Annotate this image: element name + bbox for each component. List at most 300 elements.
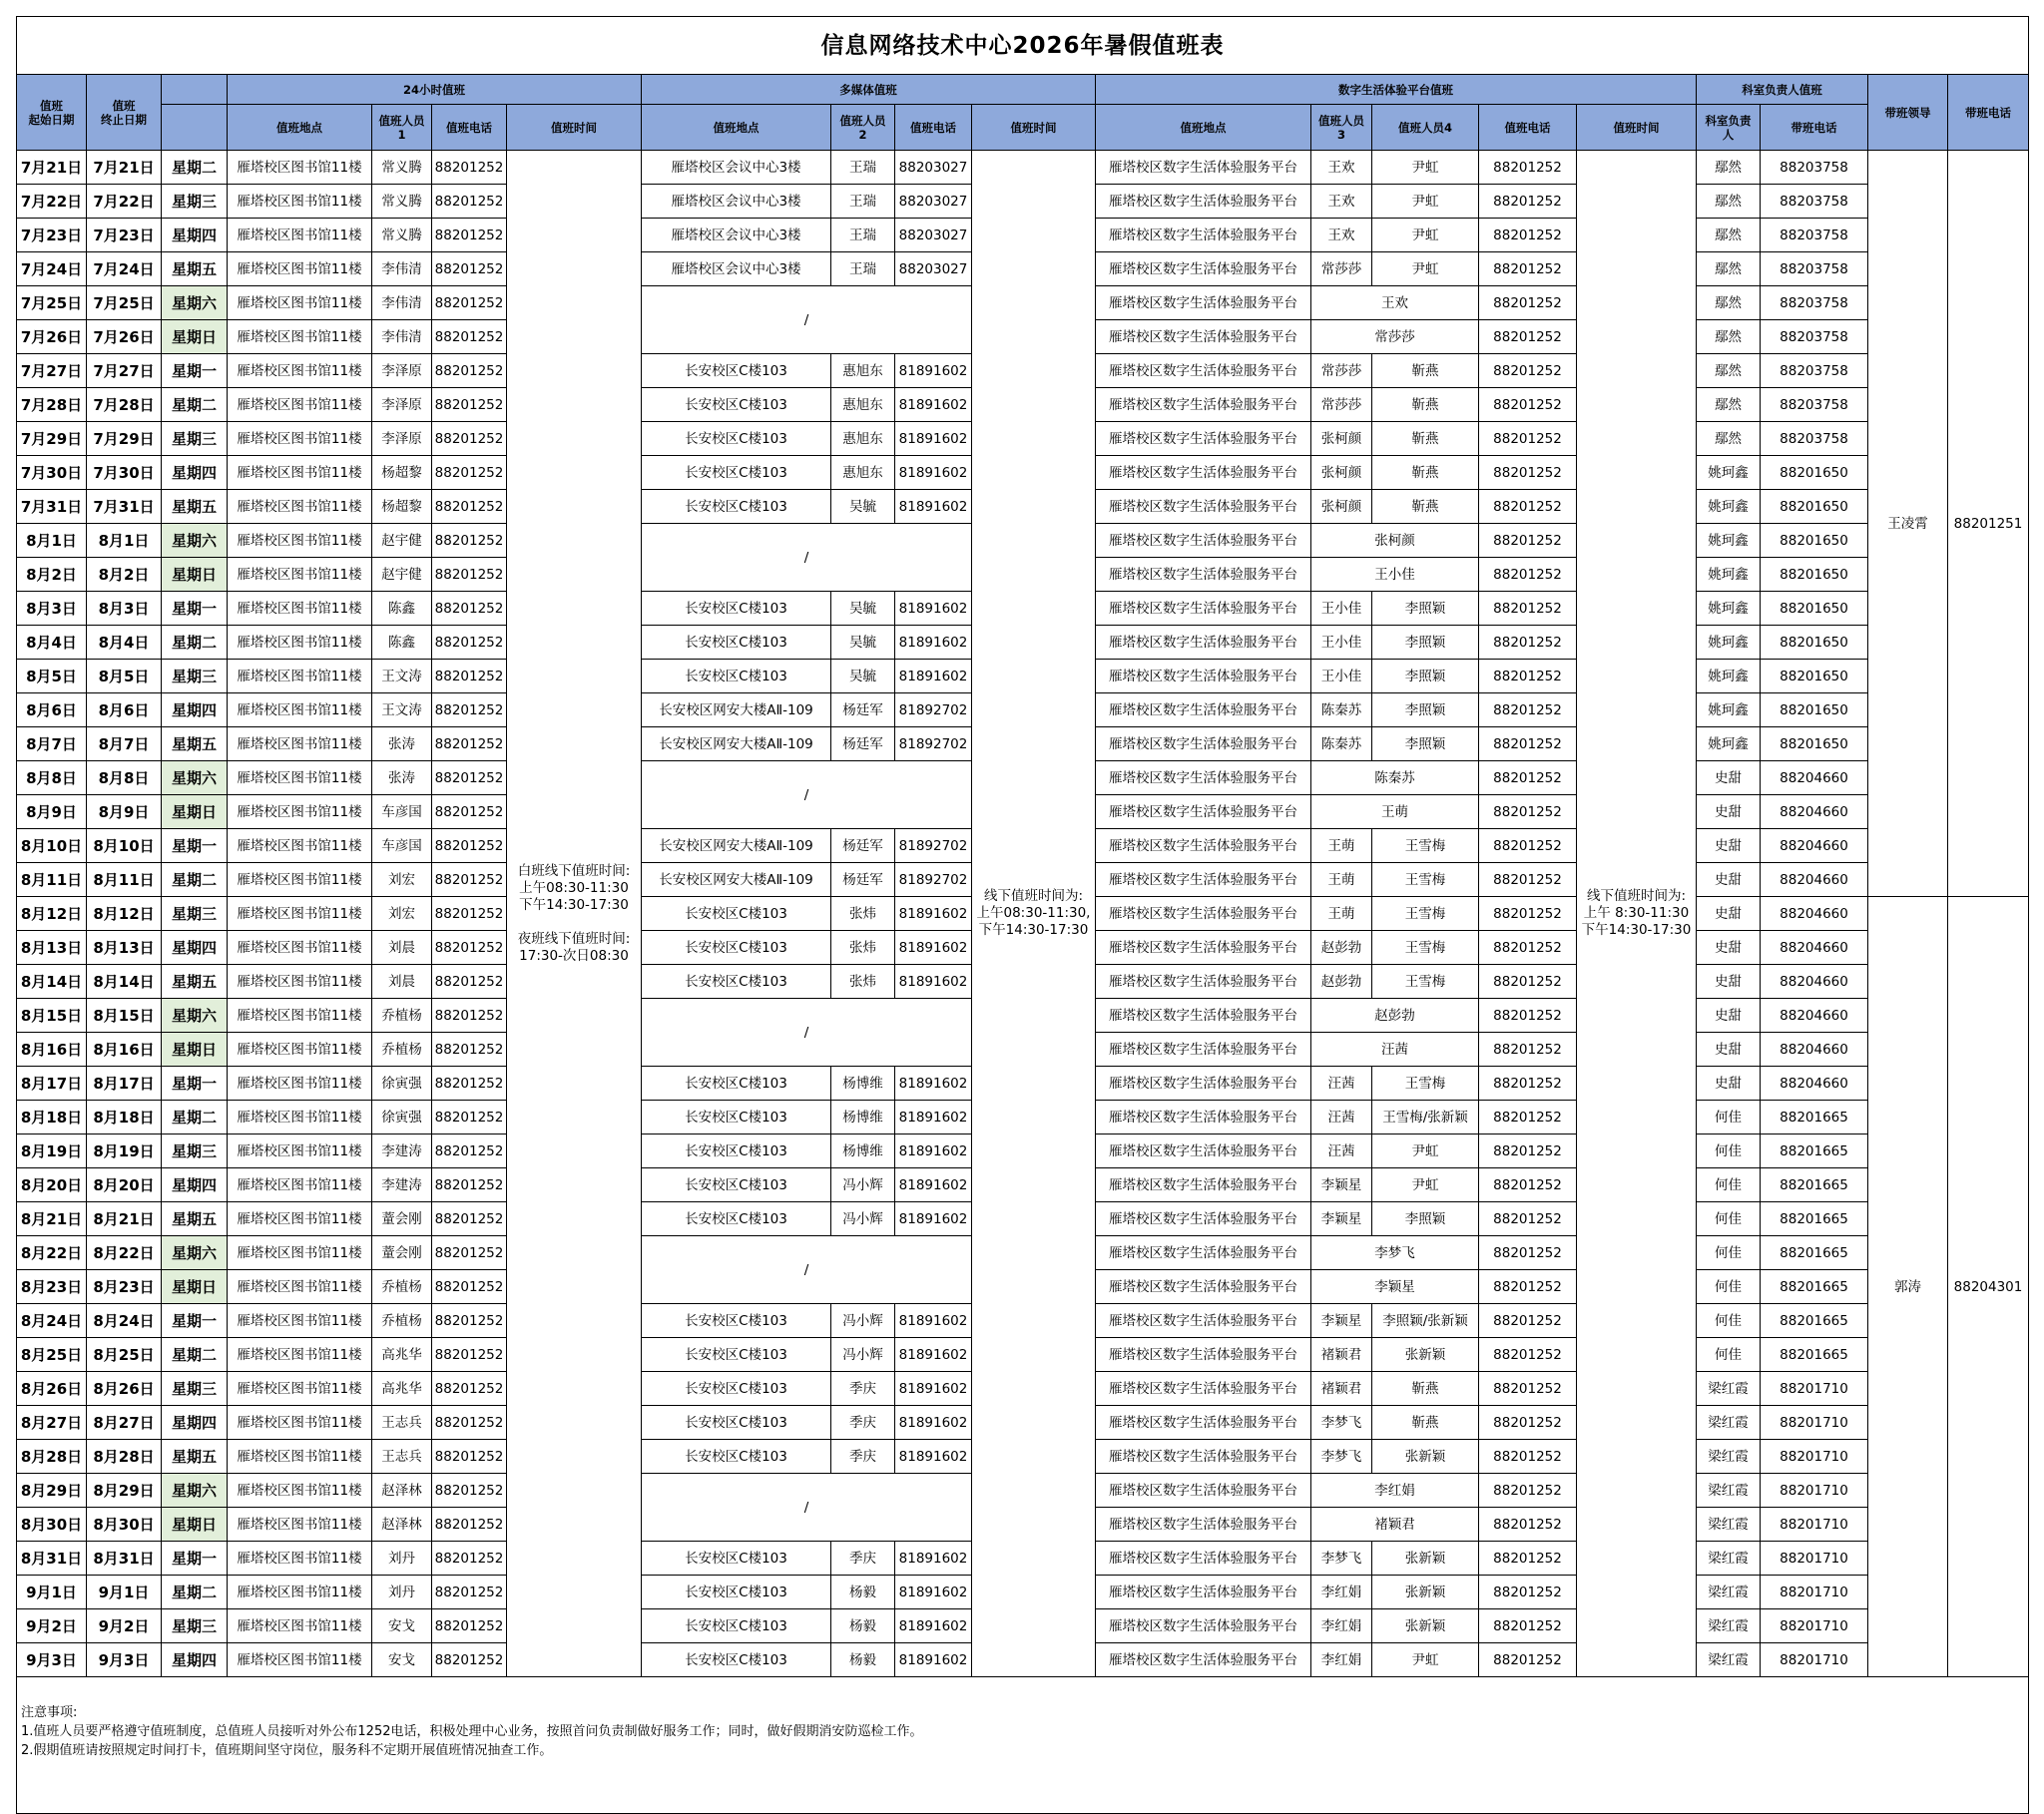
person1-cell: 赵泽林 <box>372 1508 432 1542</box>
person2-cell: 杨廷军 <box>831 727 895 761</box>
weekday-cell: 星期二 <box>162 626 228 660</box>
phone-24h-cell: 88201252 <box>432 1372 507 1406</box>
end-date-cell: 8月15日 <box>87 999 162 1033</box>
end-date-cell: 8月29日 <box>87 1474 162 1508</box>
person2-cell: 冯小辉 <box>831 1338 895 1372</box>
location-multimedia-cell: 长安校区C楼103 <box>642 1542 831 1576</box>
lead-person-cell: 何佳 <box>1697 1168 1761 1202</box>
location-24h-cell: 雁塔校区图书馆11楼 <box>228 354 372 388</box>
location-digital-cell: 雁塔校区数字生活体验服务平台 <box>1096 660 1311 693</box>
person3-cell: 李梦飞 <box>1311 1440 1372 1474</box>
location-digital-cell: 雁塔校区数字生活体验服务平台 <box>1096 286 1311 320</box>
lead-person-cell: 史甜 <box>1697 1067 1761 1101</box>
start-date-cell: 8月13日 <box>17 931 87 965</box>
start-date-cell: 8月3日 <box>17 592 87 626</box>
location-24h-cell: 雁塔校区图书馆11楼 <box>228 320 372 354</box>
end-date-cell: 8月3日 <box>87 592 162 626</box>
phone-24h-cell: 88201252 <box>432 151 507 185</box>
person2-cell: 冯小辉 <box>831 1304 895 1338</box>
phone-digital-cell: 88201252 <box>1479 1134 1577 1168</box>
start-date-cell: 9月3日 <box>17 1643 87 1677</box>
phone-multimedia-cell: 81891602 <box>895 897 972 931</box>
location-24h-cell: 雁塔校区图书馆11楼 <box>228 252 372 286</box>
start-date-cell: 8月28日 <box>17 1440 87 1474</box>
location-digital-cell: 雁塔校区数字生活体验服务平台 <box>1096 1236 1311 1270</box>
phone-24h-cell: 88201252 <box>432 422 507 456</box>
phone-multimedia-cell: 81891602 <box>895 1101 972 1134</box>
person34-merged-cell: 陈秦苏 <box>1311 761 1479 795</box>
location-24h-cell: 雁塔校区图书馆11楼 <box>228 1270 372 1304</box>
location-digital-cell: 雁塔校区数字生活体验服务平台 <box>1096 727 1311 761</box>
person4-cell: 靳燕 <box>1372 388 1479 422</box>
person1-cell: 杨超黎 <box>372 490 432 524</box>
lead-person-cell: 史甜 <box>1697 863 1761 897</box>
phone-digital-cell: 88201252 <box>1479 863 1577 897</box>
weekday-cell: 星期五 <box>162 727 228 761</box>
location-digital-cell: 雁塔校区数字生活体验服务平台 <box>1096 592 1311 626</box>
end-date-cell: 9月3日 <box>87 1643 162 1677</box>
start-date-cell: 8月14日 <box>17 965 87 999</box>
weekday-cell: 星期二 <box>162 151 228 185</box>
person1-cell: 刘丹 <box>372 1576 432 1609</box>
weekday-cell: 星期四 <box>162 1406 228 1440</box>
weekday-cell: 星期二 <box>162 388 228 422</box>
person2-cell: 杨毅 <box>831 1609 895 1643</box>
phone-digital-cell: 88201252 <box>1479 524 1577 558</box>
person1-cell: 李伟清 <box>372 252 432 286</box>
person1-cell: 乔植杨 <box>372 999 432 1033</box>
lead-person-cell: 姚珂鑫 <box>1697 456 1761 490</box>
lead-person-cell: 鄢然 <box>1697 252 1761 286</box>
person4-cell: 尹虹 <box>1372 151 1479 185</box>
person1-cell: 张涛 <box>372 761 432 795</box>
location-24h-cell: 雁塔校区图书馆11楼 <box>228 965 372 999</box>
end-date-cell: 8月6日 <box>87 693 162 727</box>
person1-cell: 常义腾 <box>372 185 432 219</box>
person3-cell: 张柯颜 <box>1311 422 1372 456</box>
weekday-cell: 星期三 <box>162 1134 228 1168</box>
location-24h-cell: 雁塔校区图书馆11楼 <box>228 219 372 252</box>
person2-cell: 杨博维 <box>831 1067 895 1101</box>
location-digital-cell: 雁塔校区数字生活体验服务平台 <box>1096 1168 1311 1202</box>
person4-cell: 尹虹 <box>1372 252 1479 286</box>
location-multimedia-cell: 长安校区C楼103 <box>642 490 831 524</box>
weekday-cell: 星期三 <box>162 422 228 456</box>
lead-phone-cell: 88201650 <box>1761 727 1868 761</box>
weekday-cell: 星期二 <box>162 1576 228 1609</box>
phone-multimedia-cell: 81891602 <box>895 1134 972 1168</box>
phone-digital-cell: 88201252 <box>1479 1338 1577 1372</box>
lead-person-cell: 史甜 <box>1697 931 1761 965</box>
weekday-cell: 星期三 <box>162 660 228 693</box>
lead-phone-cell: 88204660 <box>1761 863 1868 897</box>
start-date-cell: 8月22日 <box>17 1236 87 1270</box>
phone-multimedia-cell: 81891602 <box>895 490 972 524</box>
weekday-cell: 星期四 <box>162 1643 228 1677</box>
phone-digital-cell: 88201252 <box>1479 829 1577 863</box>
shift-time-24h: 白班线下值班时间: 上午08:30-11:30 下午14:30-17:30 夜班线下值班时间: 17:30-次日08:30 <box>507 151 642 1677</box>
location-24h-cell: 雁塔校区图书馆11楼 <box>228 863 372 897</box>
location-multimedia-cell: 长安校区C楼103 <box>642 354 831 388</box>
location-digital-cell: 雁塔校区数字生活体验服务平台 <box>1096 1338 1311 1372</box>
lead-phone-cell: 88201665 <box>1761 1270 1868 1304</box>
weekday-cell: 星期四 <box>162 1168 228 1202</box>
shift-time-digital: 线下值班时间为: 上午 8:30-11:30 下午14:30-17:30 <box>1577 151 1697 1677</box>
end-date-cell: 8月5日 <box>87 660 162 693</box>
person3-cell: 李梦飞 <box>1311 1406 1372 1440</box>
person4-cell: 王雪梅 <box>1372 863 1479 897</box>
weekday-cell: 星期六 <box>162 999 228 1033</box>
lead-person-cell: 史甜 <box>1697 829 1761 863</box>
lead-phone-cell: 88201710 <box>1761 1372 1868 1406</box>
weekday-cell: 星期日 <box>162 1270 228 1304</box>
location-24h-cell: 雁塔校区图书馆11楼 <box>228 1067 372 1101</box>
location-multimedia-cell: 长安校区C楼103 <box>642 1338 831 1372</box>
start-date-cell: 8月17日 <box>17 1067 87 1101</box>
lead-person-cell: 梁红霞 <box>1697 1474 1761 1508</box>
phone-24h-cell: 88201252 <box>432 185 507 219</box>
person4-cell: 靳燕 <box>1372 1406 1479 1440</box>
lead-phone-cell: 88204660 <box>1761 931 1868 965</box>
header-group-24h: 24小时值班 <box>228 75 642 105</box>
location-24h-cell: 雁塔校区图书馆11楼 <box>228 558 372 592</box>
lead-phone-cell: 88201650 <box>1761 490 1868 524</box>
location-digital-cell: 雁塔校区数字生活体验服务平台 <box>1096 795 1311 829</box>
location-24h-cell: 雁塔校区图书馆11楼 <box>228 1609 372 1643</box>
weekday-cell: 星期日 <box>162 1033 228 1067</box>
person1-cell: 王志兵 <box>372 1406 432 1440</box>
location-digital-cell: 雁塔校区数字生活体验服务平台 <box>1096 219 1311 252</box>
phone-24h-cell: 88201252 <box>432 456 507 490</box>
person1-cell: 陈鑫 <box>372 626 432 660</box>
phone-24h-cell: 88201252 <box>432 558 507 592</box>
person3-cell: 张柯颜 <box>1311 456 1372 490</box>
person34-merged-cell: 张柯颜 <box>1311 524 1479 558</box>
end-date-cell: 8月9日 <box>87 795 162 829</box>
person2-cell: 杨毅 <box>831 1576 895 1609</box>
person4-cell: 靳燕 <box>1372 1372 1479 1406</box>
phone-24h-cell: 88201252 <box>432 1067 507 1101</box>
phone-24h-cell: 88201252 <box>432 1508 507 1542</box>
phone-24h-cell: 88201252 <box>432 897 507 931</box>
location-multimedia-cell: 长安校区C楼103 <box>642 1134 831 1168</box>
phone-24h-cell: 88201252 <box>432 965 507 999</box>
phone-multimedia-cell: 81891602 <box>895 1338 972 1372</box>
phone-24h-cell: 88201252 <box>432 1338 507 1372</box>
location-multimedia-cell: 长安校区C楼103 <box>642 1168 831 1202</box>
person1-cell: 乔植杨 <box>372 1304 432 1338</box>
location-24h-cell: 雁塔校区图书馆11楼 <box>228 185 372 219</box>
location-digital-cell: 雁塔校区数字生活体验服务平台 <box>1096 693 1311 727</box>
person2-cell: 王瑞 <box>831 219 895 252</box>
phone-24h-cell: 88201252 <box>432 1474 507 1508</box>
leader-phone-cell: 88201251 <box>1948 151 2029 897</box>
person34-merged-cell: 褚颖君 <box>1311 1508 1479 1542</box>
lead-phone-cell: 88201650 <box>1761 660 1868 693</box>
person4-cell: 靳燕 <box>1372 354 1479 388</box>
end-date-cell: 7月29日 <box>87 422 162 456</box>
person3-cell: 赵彭勃 <box>1311 931 1372 965</box>
person3-cell: 陈秦苏 <box>1311 693 1372 727</box>
lead-phone-cell: 88201665 <box>1761 1202 1868 1236</box>
start-date-cell: 7月27日 <box>17 354 87 388</box>
location-multimedia-cell: 雁塔校区会议中心3楼 <box>642 185 831 219</box>
lead-phone-cell: 88201665 <box>1761 1236 1868 1270</box>
location-digital-cell: 雁塔校区数字生活体验服务平台 <box>1096 1134 1311 1168</box>
phone-multimedia-cell: 81891602 <box>895 1609 972 1643</box>
location-24h-cell: 雁塔校区图书馆11楼 <box>228 1134 372 1168</box>
header-leader: 带班领导 <box>1868 75 1948 151</box>
end-date-cell: 8月14日 <box>87 965 162 999</box>
lead-person-cell: 鄢然 <box>1697 320 1761 354</box>
person34-merged-cell: 李红娟 <box>1311 1474 1479 1508</box>
end-date-cell: 7月27日 <box>87 354 162 388</box>
weekday-cell: 星期三 <box>162 1609 228 1643</box>
start-date-cell: 7月28日 <box>17 388 87 422</box>
location-24h-cell: 雁塔校区图书馆11楼 <box>228 1542 372 1576</box>
lead-phone-cell: 88203758 <box>1761 252 1868 286</box>
start-date-cell: 9月2日 <box>17 1609 87 1643</box>
phone-multimedia-cell: 81891602 <box>895 592 972 626</box>
weekday-cell: 星期一 <box>162 1067 228 1101</box>
lead-phone-cell: 88201650 <box>1761 456 1868 490</box>
multimedia-none-cell: / <box>642 761 972 829</box>
weekday-cell: 星期日 <box>162 795 228 829</box>
person3-cell: 王小佳 <box>1311 660 1372 693</box>
person1-cell: 李伟清 <box>372 286 432 320</box>
person3-cell: 常莎莎 <box>1311 354 1372 388</box>
weekday-cell: 星期一 <box>162 354 228 388</box>
lead-phone-cell: 88204660 <box>1761 829 1868 863</box>
end-date-cell: 7月24日 <box>87 252 162 286</box>
phone-24h-cell: 88201252 <box>432 1101 507 1134</box>
lead-person-cell: 史甜 <box>1697 965 1761 999</box>
lead-phone-cell: 88201710 <box>1761 1406 1868 1440</box>
person1-cell: 蕫会刚 <box>372 1236 432 1270</box>
header-location-24h: 值班地点 <box>228 105 372 151</box>
note-line: 1.值班人员要严格遵守值班制度，总值班人员接听对外公布1252电话，积极处理中心业务，按照首问负责制做好服务工作；同时，做好假期消安防巡检工作。 <box>21 1724 923 1739</box>
lead-person-cell: 姚珂鑫 <box>1697 660 1761 693</box>
phone-24h-cell: 88201252 <box>432 1440 507 1474</box>
phone-digital-cell: 88201252 <box>1479 727 1577 761</box>
phone-24h-cell: 88201252 <box>432 829 507 863</box>
end-date-cell: 8月17日 <box>87 1067 162 1101</box>
location-digital-cell: 雁塔校区数字生活体验服务平台 <box>1096 1202 1311 1236</box>
lead-phone-cell: 88204660 <box>1761 897 1868 931</box>
note-line: 2.假期值班请按照规定时间打卡，值班期间坚守岗位，服务科不定期开展值班情况抽查工作。 <box>21 1743 553 1758</box>
phone-digital-cell: 88201252 <box>1479 1440 1577 1474</box>
location-digital-cell: 雁塔校区数字生活体验服务平台 <box>1096 388 1311 422</box>
weekday-cell: 星期四 <box>162 456 228 490</box>
phone-24h-cell: 88201252 <box>432 626 507 660</box>
person1-cell: 陈鑫 <box>372 592 432 626</box>
lead-person-cell: 何佳 <box>1697 1270 1761 1304</box>
person4-cell: 李照颖 <box>1372 1202 1479 1236</box>
person3-cell: 王萌 <box>1311 863 1372 897</box>
person2-cell: 季庆 <box>831 1542 895 1576</box>
weekday-cell: 星期一 <box>162 592 228 626</box>
phone-multimedia-cell: 88203027 <box>895 219 972 252</box>
lead-person-cell: 梁红霞 <box>1697 1372 1761 1406</box>
header-person2: 值班人员 2 <box>831 105 895 151</box>
location-24h-cell: 雁塔校区图书馆11楼 <box>228 693 372 727</box>
location-24h-cell: 雁塔校区图书馆11楼 <box>228 1236 372 1270</box>
person3-cell: 常莎莎 <box>1311 252 1372 286</box>
person1-cell: 徐寅强 <box>372 1067 432 1101</box>
location-digital-cell: 雁塔校区数字生活体验服务平台 <box>1096 999 1311 1033</box>
lead-phone-cell: 88204660 <box>1761 795 1868 829</box>
phone-digital-cell: 88201252 <box>1479 456 1577 490</box>
person2-cell: 杨廷军 <box>831 863 895 897</box>
lead-phone-cell: 88203758 <box>1761 320 1868 354</box>
phone-digital-cell: 88201252 <box>1479 1101 1577 1134</box>
location-multimedia-cell: 长安校区C楼103 <box>642 1372 831 1406</box>
person2-cell: 杨毅 <box>831 1643 895 1677</box>
phone-24h-cell: 88201252 <box>432 1304 507 1338</box>
location-multimedia-cell: 长安校区网安大楼AⅡ-109 <box>642 693 831 727</box>
phone-multimedia-cell: 81891602 <box>895 456 972 490</box>
person2-cell: 冯小辉 <box>831 1168 895 1202</box>
location-24h-cell: 雁塔校区图书馆11楼 <box>228 1474 372 1508</box>
person1-cell: 刘晨 <box>372 965 432 999</box>
person1-cell: 杨超黎 <box>372 456 432 490</box>
location-digital-cell: 雁塔校区数字生活体验服务平台 <box>1096 897 1311 931</box>
end-date-cell: 7月22日 <box>87 185 162 219</box>
person4-cell: 王雪梅 <box>1372 829 1479 863</box>
multimedia-none-cell: / <box>642 999 972 1067</box>
start-date-cell: 8月5日 <box>17 660 87 693</box>
location-digital-cell: 雁塔校区数字生活体验服务平台 <box>1096 1270 1311 1304</box>
phone-multimedia-cell: 81891602 <box>895 1576 972 1609</box>
location-digital-cell: 雁塔校区数字生活体验服务平台 <box>1096 1440 1311 1474</box>
phone-multimedia-cell: 81891602 <box>895 1168 972 1202</box>
weekday-cell: 星期五 <box>162 1440 228 1474</box>
end-date-cell: 8月1日 <box>87 524 162 558</box>
person4-cell: 尹虹 <box>1372 1643 1479 1677</box>
location-digital-cell: 雁塔校区数字生活体验服务平台 <box>1096 626 1311 660</box>
phone-24h-cell: 88201252 <box>432 1542 507 1576</box>
start-date-cell: 8月25日 <box>17 1338 87 1372</box>
lead-person-cell: 鄢然 <box>1697 151 1761 185</box>
phone-digital-cell: 88201252 <box>1479 422 1577 456</box>
weekday-cell: 星期六 <box>162 286 228 320</box>
location-multimedia-cell: 长安校区网安大楼AⅡ-109 <box>642 863 831 897</box>
weekday-cell: 星期日 <box>162 320 228 354</box>
person3-cell: 褚颖君 <box>1311 1338 1372 1372</box>
header-group-multimedia: 多媒体值班 <box>642 75 1096 105</box>
phone-digital-cell: 88201252 <box>1479 1609 1577 1643</box>
phone-24h-cell: 88201252 <box>432 1168 507 1202</box>
lead-person-cell: 姚珂鑫 <box>1697 490 1761 524</box>
person1-cell: 李泽原 <box>372 388 432 422</box>
person1-cell: 刘丹 <box>372 1542 432 1576</box>
person3-cell: 王欢 <box>1311 185 1372 219</box>
phone-24h-cell: 88201252 <box>432 761 507 795</box>
lead-person-cell: 何佳 <box>1697 1134 1761 1168</box>
leader-phone-cell: 88204301 <box>1948 897 2029 1677</box>
location-multimedia-cell: 雁塔校区会议中心3楼 <box>642 219 831 252</box>
phone-24h-cell: 88201252 <box>432 490 507 524</box>
location-24h-cell: 雁塔校区图书馆11楼 <box>228 1508 372 1542</box>
person4-cell: 张新颖 <box>1372 1609 1479 1643</box>
end-date-cell: 8月12日 <box>87 897 162 931</box>
phone-multimedia-cell: 81891602 <box>895 1406 972 1440</box>
person3-cell: 赵彭勃 <box>1311 965 1372 999</box>
lead-phone-cell: 88201650 <box>1761 558 1868 592</box>
multimedia-none-cell: / <box>642 1474 972 1542</box>
phone-24h-cell: 88201252 <box>432 1576 507 1609</box>
phone-24h-cell: 88201252 <box>432 660 507 693</box>
start-date-cell: 7月25日 <box>17 286 87 320</box>
location-digital-cell: 雁塔校区数字生活体验服务平台 <box>1096 863 1311 897</box>
location-digital-cell: 雁塔校区数字生活体验服务平台 <box>1096 965 1311 999</box>
location-digital-cell: 雁塔校区数字生活体验服务平台 <box>1096 931 1311 965</box>
location-multimedia-cell: 长安校区C楼103 <box>642 592 831 626</box>
person1-cell: 王志兵 <box>372 1440 432 1474</box>
person4-cell: 王雪梅 <box>1372 931 1479 965</box>
location-multimedia-cell: 长安校区C楼103 <box>642 1609 831 1643</box>
person4-cell: 张新颖 <box>1372 1576 1479 1609</box>
location-24h-cell: 雁塔校区图书馆11楼 <box>228 422 372 456</box>
person1-cell: 王文涛 <box>372 693 432 727</box>
header-end-date: 值班 终止日期 <box>87 75 162 151</box>
location-digital-cell: 雁塔校区数字生活体验服务平台 <box>1096 761 1311 795</box>
person3-cell: 王萌 <box>1311 829 1372 863</box>
phone-digital-cell: 88201252 <box>1479 965 1577 999</box>
location-multimedia-cell: 长安校区C楼103 <box>642 660 831 693</box>
lead-phone-cell: 88201710 <box>1761 1542 1868 1576</box>
phone-digital-cell: 88201252 <box>1479 388 1577 422</box>
person2-cell: 季庆 <box>831 1406 895 1440</box>
end-date-cell: 8月22日 <box>87 1236 162 1270</box>
location-digital-cell: 雁塔校区数字生活体验服务平台 <box>1096 490 1311 524</box>
person2-cell: 吴毓 <box>831 660 895 693</box>
lead-phone-cell: 88201710 <box>1761 1609 1868 1643</box>
notes-heading: 注意事项: <box>21 1705 78 1720</box>
start-date-cell: 8月31日 <box>17 1542 87 1576</box>
lead-person-cell: 姚珂鑫 <box>1697 626 1761 660</box>
phone-24h-cell: 88201252 <box>432 219 507 252</box>
location-digital-cell: 雁塔校区数字生活体验服务平台 <box>1096 252 1311 286</box>
person4-cell: 张新颖 <box>1372 1440 1479 1474</box>
location-digital-cell: 雁塔校区数字生活体验服务平台 <box>1096 185 1311 219</box>
weekday-cell: 星期三 <box>162 897 228 931</box>
header-group-digital: 数字生活体验平台值班 <box>1096 75 1697 105</box>
end-date-cell: 7月26日 <box>87 320 162 354</box>
location-multimedia-cell: 长安校区C楼103 <box>642 1067 831 1101</box>
phone-multimedia-cell: 88203027 <box>895 252 972 286</box>
person4-cell: 张新颖 <box>1372 1338 1479 1372</box>
phone-multimedia-cell: 88203027 <box>895 151 972 185</box>
end-date-cell: 8月28日 <box>87 1440 162 1474</box>
phone-multimedia-cell: 81891602 <box>895 1372 972 1406</box>
location-24h-cell: 雁塔校区图书馆11楼 <box>228 1440 372 1474</box>
phone-digital-cell: 88201252 <box>1479 795 1577 829</box>
weekday-cell: 星期六 <box>162 761 228 795</box>
location-24h-cell: 雁塔校区图书馆11楼 <box>228 999 372 1033</box>
lead-phone-cell: 88201650 <box>1761 592 1868 626</box>
phone-multimedia-cell: 81891602 <box>895 422 972 456</box>
lead-person-cell: 姚珂鑫 <box>1697 727 1761 761</box>
header-blank <box>162 75 228 105</box>
person3-cell: 张柯颜 <box>1311 490 1372 524</box>
person4-cell: 尹虹 <box>1372 1168 1479 1202</box>
phone-multimedia-cell: 81891602 <box>895 1542 972 1576</box>
person34-merged-cell: 常莎莎 <box>1311 320 1479 354</box>
phone-24h-cell: 88201252 <box>432 388 507 422</box>
lead-phone-cell: 88201650 <box>1761 693 1868 727</box>
header-phone-24h: 值班电话 <box>432 105 507 151</box>
